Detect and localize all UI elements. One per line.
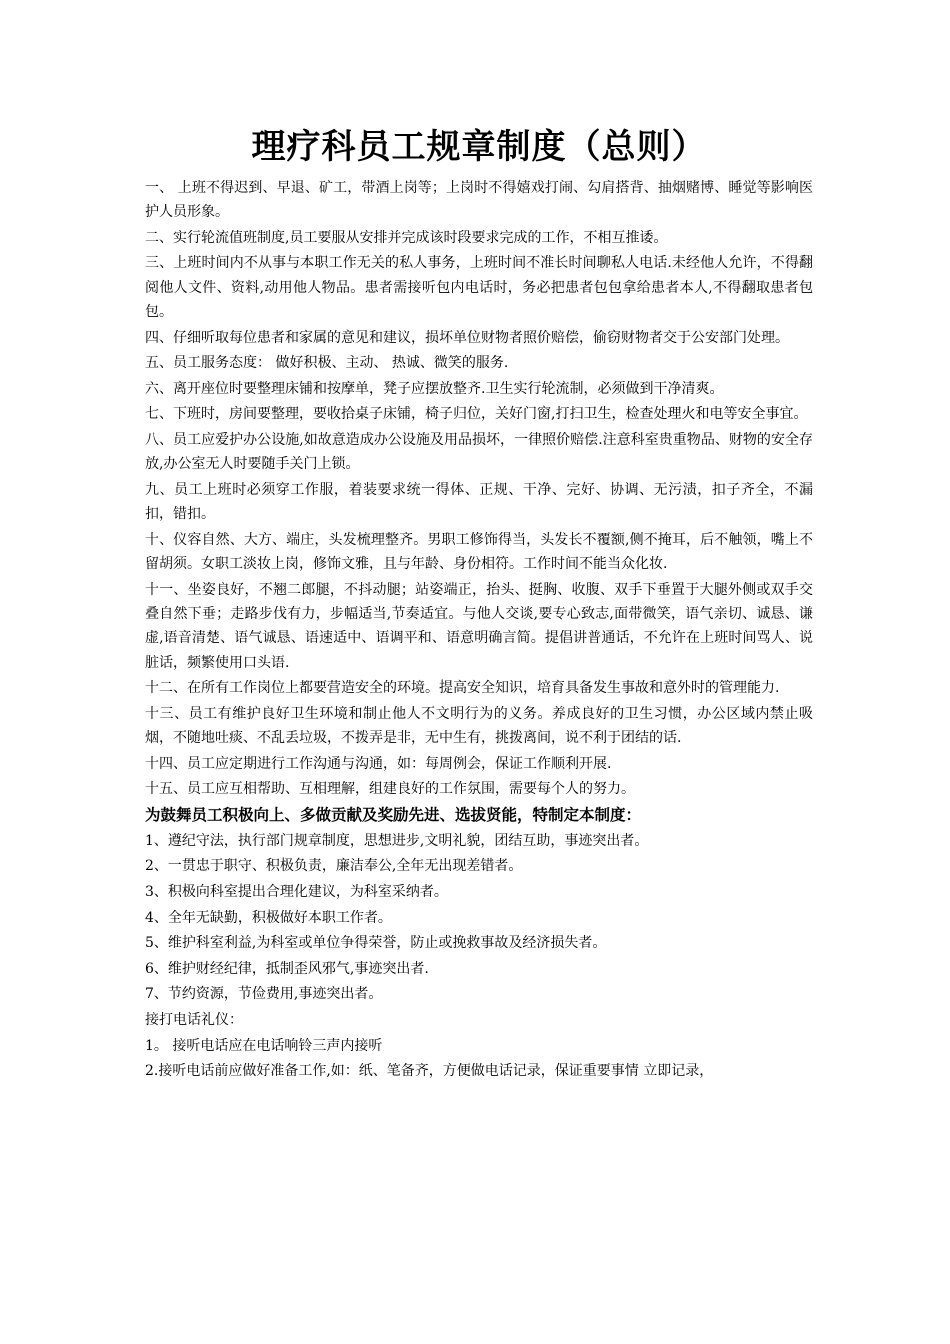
incentive-heading: 为鼓舞员工积极向上、多做贡献及奖励先进、选拔贤能，特制定本制度： [145, 805, 642, 824]
incentive-item: 1、遵纪守法，执行部门规章制度，思想进步,文明礼貌，团结互助，事迹突出者。 [145, 832, 649, 849]
rules-section [145, 176, 813, 802]
rule-item: 二、实行轮流值班制度,员工要服从安排并完成该时段要求完成的工作，不相互推诿。 [145, 229, 668, 246]
incentive-item: 7、节约资源，节俭费用,事迹突出者。 [145, 986, 383, 1003]
rule-item: 三、上班时间内不从事与本职工作无关的私人事务，上班时间不准长时间聊私人电话.未经他人允许，不得翻阅他人文件、资料,动用他人物品。患者需接听包内电话时，务必把患者包包拿给患者本人,不得翻取患者包包。 [145, 255, 813, 321]
rule-item: 十、仪容自然、大方、端庄，头发梳理整齐。男职工修饰得当，头发长不覆额,侧不掩耳，后不触领，嘴上不留胡须。女职工淡妆上岗，修饰文雅，且与年龄、身份相符。工作时间不能当众化妆. [145, 531, 813, 573]
incentive-item: 3、积极向科室提出合理化建议，为科室采纳者。 [145, 884, 448, 901]
rule-item: 十五、员工应互相帮助、互相理解，组建良好的工作氛围，需要每个人的努力。 [145, 781, 635, 798]
phone-etiquette-list [145, 1034, 813, 1084]
phone-item: 1。 接听电话应在电话响铃三声内接听 [145, 1037, 383, 1054]
phone-etiquette-heading: 接打电话礼仪： [145, 1012, 243, 1029]
rule-item: 五、员工服务态度： 做好积极、主动、 热诚、微笑的服务. [145, 355, 509, 372]
phone-item: 2.接听电话前应做好准备工作,如：纸、笔备齐，方便做电话记录，保证重要事情 立即记录， [145, 1063, 714, 1080]
rule-item: 九、员工上班时必须穿工作服，着装要求统一得体、正规、干净、完好、协调、无污渍，扣子齐全，不漏扣，错扣。 [145, 481, 813, 523]
rule-item: 十四、员工应定期进行工作沟通与沟通，如：每周例会，保证工作顺利开展. [145, 755, 612, 772]
rule-item: 十一、坐姿良好，不翘二郎腿，不抖动腿；站姿端正，抬头、挺胸、收腹、双手下垂置于大腿外侧或双手交叠自然下垂；走路步伐有力，步幅适当,节奏适宜。与他人交谈,要专心致志,面带微笑，语气亲切、诚恳、谦虚,语音清楚、语气诚恳、语速适中、语调平和、语意明确言简。提倡讲普通话，不允许在上班时间骂人、说脏话，频繁使用口头语. [145, 581, 813, 671]
rule-item: 六、离开座位时要整理床铺和按摩单，凳子应摆放整齐.卫生实行轮流制，必须做到干净清爽。 [145, 380, 724, 397]
rule-item: 四、仔细听取每位患者和家属的意见和建议，损坏单位财物者照价赔偿，偷窃财物者交于公安部门处理。 [145, 329, 789, 346]
rule-item: 七、下班时，房间要整理，要收拾桌子床铺，椅子归位，关好门窗,打扫卫生，检查处理火和电等安全事宜。 [145, 406, 808, 423]
incentive-item: 4、全年无缺勤，积极做好本职工作者。 [145, 909, 392, 926]
rule-item: 八、员工应爱护办公设施,如故意造成办公设施及用品损坏，一律照价赔偿.注意科室贵重物品、财物的安全存放,办公室无人时要随手关门上锁。 [145, 432, 813, 473]
incentive-item: 2、一贯忠于职守、积极负责，廉洁奉公,全年无出现差错者。 [145, 858, 523, 875]
incentive-list [145, 829, 813, 1007]
incentive-item: 6、维护财经纪律，抵制歪风邪气,事迹突出者. [145, 960, 429, 977]
rule-item: 一、 上班不得迟到、早退、矿工，带酒上岗等；上岗时不得嬉戏打闹、勾肩搭背、抽烟赌博、睡觉等影响医护人员形象。 [145, 180, 813, 221]
document-page [145, 118, 813, 1085]
rule-item: 十三、员工有维护良好卫生环境和制止他人不文明行为的义务。养成良好的卫生习惯，办公区域内禁止吸烟，不随地吐痰、不乱丢垃圾，不拨弄是非，无中生有，挑拨离间，说不利于团结的话. [145, 705, 813, 747]
document-title: 理疗科员工规章制度（总则） [251, 127, 707, 167]
incentive-item: 5、维护科室利益,为科室或单位争得荣誉，防止或挽救事故及经济损失者。 [145, 935, 607, 952]
rule-item: 十二、在所有工作岗位上都要营造安全的环境。提高安全知识，培育具备发生事故和意外时的管理能力. [145, 680, 780, 697]
